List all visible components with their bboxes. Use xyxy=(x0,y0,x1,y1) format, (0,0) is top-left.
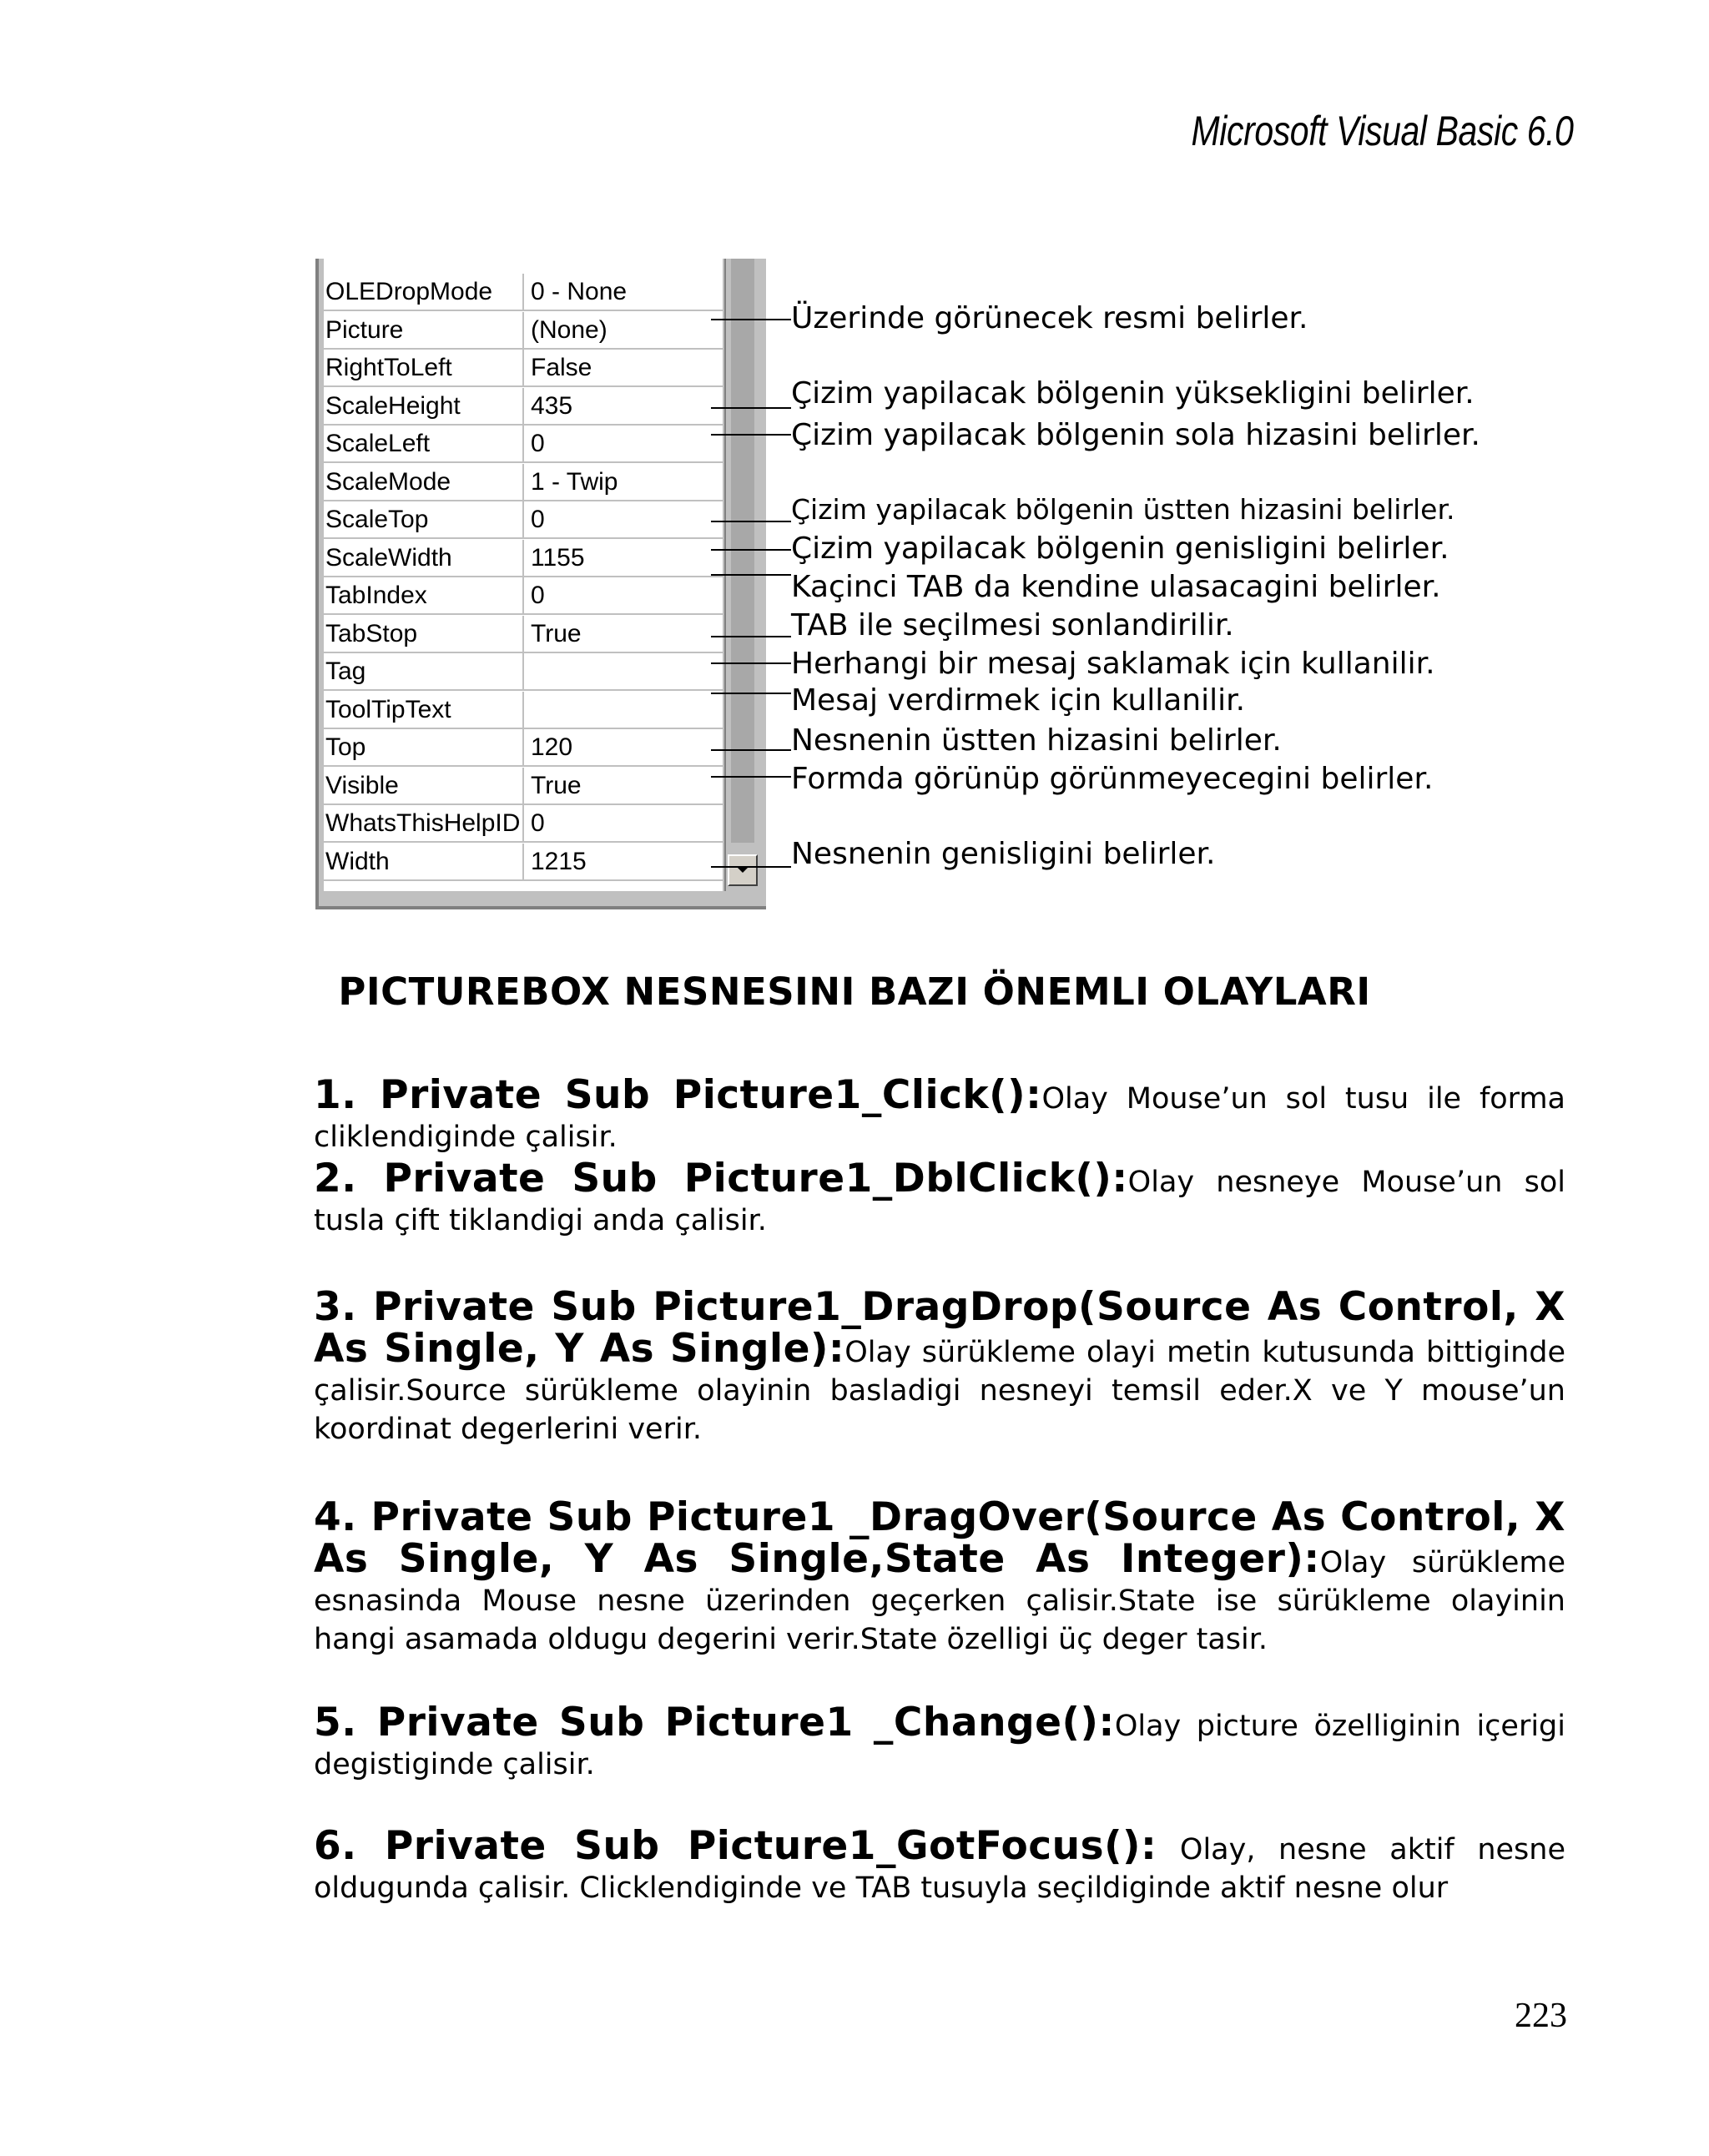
property-row[interactable] xyxy=(324,426,723,463)
event-description: Olay Mouse’un sol tusu ile forma cliklendiginde çalisir. xyxy=(314,1082,1565,1154)
callout-text: Formda görünüp görünmeyecegini belirler. xyxy=(791,762,1434,796)
property-name: ScaleWidth xyxy=(325,540,524,576)
callout-leader-line xyxy=(711,866,791,868)
property-row[interactable] xyxy=(324,692,723,729)
property-name: WhatsThisHelpID xyxy=(325,805,524,841)
property-value[interactable]: 1155 xyxy=(531,543,585,572)
scroll-down-button[interactable] xyxy=(728,854,758,886)
properties-grid xyxy=(324,259,723,891)
property-name: ScaleTop xyxy=(325,501,524,537)
page-number: 223 xyxy=(1515,1997,1567,2035)
callout-leader-line xyxy=(711,407,791,409)
callout-leader-line xyxy=(711,434,791,436)
event-description: Olay, nesne aktif nesne oldugunda çalisir. Clicklendiginde ve TAB tusuyla seçildiginde aktif nesne olur xyxy=(314,1833,1565,1905)
properties-window xyxy=(315,259,766,909)
property-row[interactable] xyxy=(324,274,723,311)
property-name: Visible xyxy=(325,768,524,803)
callout-leader-line xyxy=(711,574,791,576)
property-value[interactable]: 0 xyxy=(531,506,545,533)
property-value[interactable]: 120 xyxy=(531,733,573,761)
property-value[interactable]: 1215 xyxy=(531,847,587,875)
property-row[interactable] xyxy=(324,616,723,653)
callout-text: Çizim yapilacak bölgenin sola hizasini belirler. xyxy=(791,418,1480,452)
property-value[interactable]: 0 xyxy=(531,809,545,837)
callout-text: Nesnenin genisligini belirler. xyxy=(791,837,1216,871)
event-item-5 xyxy=(314,1700,1565,1784)
event-item-2 xyxy=(314,1156,1565,1240)
property-row[interactable] xyxy=(324,577,723,615)
property-value[interactable]: 0 xyxy=(531,430,545,457)
callout-leader-line xyxy=(711,549,791,551)
property-row[interactable] xyxy=(324,768,723,805)
callout-text: Çizim yapilacak bölgenin yüksekligini belirler. xyxy=(791,376,1475,411)
running-header: Microsoft Visual Basic 6.0 xyxy=(1191,108,1574,154)
callout-text: Kaçinci TAB da kendine ulasacagini belirler. xyxy=(791,570,1441,604)
property-name: ScaleLeft xyxy=(325,426,524,461)
callout-leader-line xyxy=(711,319,791,320)
callout-leader-line xyxy=(711,662,791,664)
property-name: ToolTipText xyxy=(325,692,524,728)
property-row[interactable] xyxy=(324,653,723,691)
event-item-4 xyxy=(314,1494,1566,1659)
event-description: Olay sürükleme olayi metin kutusunda bittiginde çalisir.Source sürükleme olayinin basladigi nesneyi temsil eder.X ve Y mouse’un koordinat degerlerini verir. xyxy=(314,1336,1566,1446)
property-value[interactable]: False xyxy=(531,354,592,381)
property-name: OLEDropMode xyxy=(325,274,524,310)
event-description: Olay sürükleme esnasinda Mouse nesne üzerinden geçerken çalisir.State ise sürükleme olayinin hangi asamada oldugu degerini verir.State özelligi üç deger tasir. xyxy=(314,1546,1566,1656)
callout-leader-line xyxy=(711,693,791,694)
property-name: Tag xyxy=(325,653,524,689)
event-title: 5. Private Sub Picture1 _Change(): xyxy=(314,1700,1115,1745)
property-name: Width xyxy=(325,844,524,879)
callout-leader-line xyxy=(711,776,791,778)
property-value[interactable]: 0 xyxy=(531,582,545,609)
property-row[interactable] xyxy=(324,350,723,387)
callout-text: Çizim yapilacak bölgenin üstten hizasini belirler. xyxy=(791,493,1455,526)
property-row[interactable] xyxy=(324,312,723,350)
event-item-1 xyxy=(314,1072,1565,1156)
property-row[interactable] xyxy=(324,501,723,539)
event-title: 4. Private Sub Picture1 _DragOver(Source As Control, X As Single, Y As Single,State As Integer): xyxy=(314,1494,1565,1582)
callout-text: Çizim yapilacak bölgenin genisligini belirler. xyxy=(791,531,1449,566)
property-name: TabIndex xyxy=(325,577,524,613)
scroll-track[interactable] xyxy=(731,259,754,843)
property-row[interactable] xyxy=(324,540,723,577)
section-heading: PICTUREBOX NESNESINI BAZI ÖNEMLI OLAYLARI xyxy=(338,970,1371,1014)
event-title: 3. Private Sub Picture1_DragDrop(Source As Control, X As Single, Y As Single): xyxy=(314,1284,1565,1372)
callout-leader-line xyxy=(711,636,791,637)
event-title: 1. Private Sub Picture1_Click(): xyxy=(314,1072,1042,1118)
callout-text: TAB ile seçilmesi sonlandirilir. xyxy=(791,608,1234,642)
property-value[interactable]: True xyxy=(531,619,582,647)
property-name: ScaleMode xyxy=(325,464,524,500)
property-row[interactable] xyxy=(324,729,723,767)
property-name: RightToLeft xyxy=(325,350,524,385)
callout-text: Mesaj verdirmek için kullanilir. xyxy=(791,683,1246,718)
callout-text: Nesnenin üstten hizasini belirler. xyxy=(791,723,1282,758)
callout-text: Üzerinde görünecek resmi belirler. xyxy=(791,301,1308,335)
property-row[interactable] xyxy=(324,388,723,426)
property-name: TabStop xyxy=(325,616,524,652)
event-item-3 xyxy=(314,1284,1566,1448)
event-title: 6. Private Sub Picture1_GotFocus(): xyxy=(314,1823,1157,1869)
property-row[interactable] xyxy=(324,805,723,843)
property-value[interactable]: True xyxy=(531,771,582,799)
property-name: ScaleHeight xyxy=(325,388,524,424)
property-row[interactable] xyxy=(324,844,723,881)
event-title: 2. Private Sub Picture1_DblClick(): xyxy=(314,1156,1128,1201)
property-value[interactable]: 0 - None xyxy=(531,278,628,305)
property-name: Picture xyxy=(325,312,524,348)
event-description: Olay picture özelliginin içerigi degistiginde çalisir. xyxy=(314,1710,1565,1781)
property-value[interactable]: 1 - Twip xyxy=(531,467,618,496)
event-description: Olay nesneye Mouse’un sol tusla çift tiklandigi anda çalisir. xyxy=(314,1166,1565,1237)
property-name: Top xyxy=(325,729,524,765)
property-value[interactable]: 435 xyxy=(531,391,573,420)
callout-text: Herhangi bir mesaj saklamak için kullanilir. xyxy=(791,647,1435,681)
property-value[interactable] xyxy=(531,653,721,689)
event-item-6 xyxy=(314,1823,1565,1907)
callout-leader-line xyxy=(711,521,791,522)
callout-leader-line xyxy=(711,749,791,751)
property-value[interactable] xyxy=(531,692,721,728)
property-row[interactable] xyxy=(324,464,723,501)
property-value[interactable]: (None) xyxy=(531,315,607,344)
